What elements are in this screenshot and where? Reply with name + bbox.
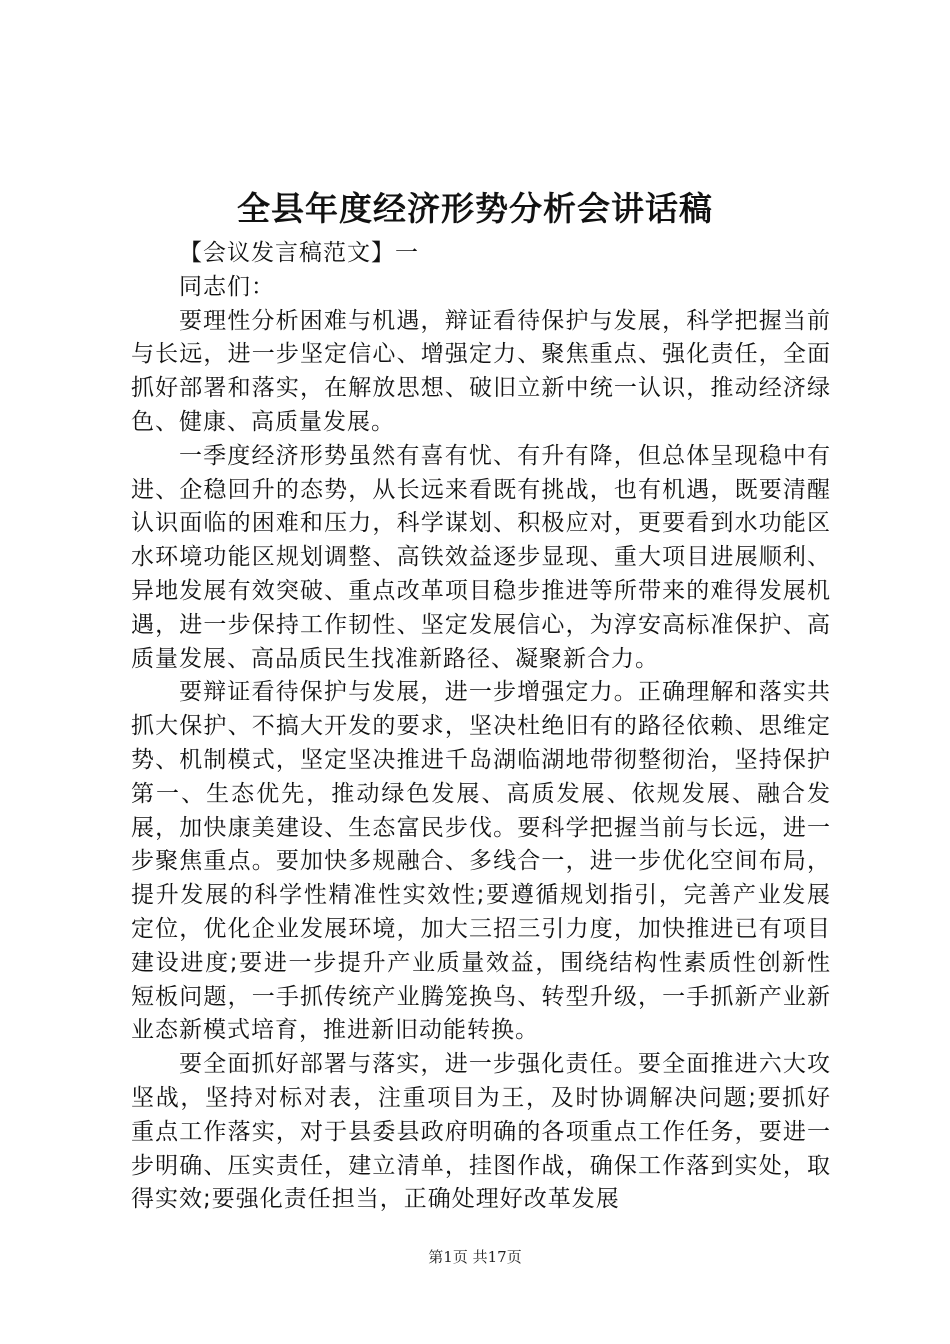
page-footer: 第1页 共17页 xyxy=(428,1248,522,1266)
paragraph-1: 要理性分析困难与机遇，辩证看待保护与发展，科学把握当前与长远，进一步坚定信心、增强定力、聚焦重点、强化责任，全面抓好部署和落实，在解放思想、破旧立新中统一认识，推动经济绿色、健康、高质量发展。 xyxy=(131,307,831,435)
paragraph-salutation: 同志们： xyxy=(179,273,275,300)
paragraph-3: 要辩证看待保护与发展，进一步增强定力。正确理解和落实共抓大保护、不搞大开发的要求，坚决杜绝旧有的路径依赖、思维定势、机制模式，坚定坚决推进千岛湖临湖地带彻整彻治，坚持保护第一、生态优先，推动绿色发展、高质发展、依规发展、融合发展，加快康美建设、生态富民步伐。要科学把握当前与长远，进一步聚焦重点。要加快多规融合、多线合一，进一步优化空间布局，提升发展的科学性精准性实效性;要遵循规划指引，完善产业发展定位，优化企业发展环境，加大三招三引力度，加快推进已有项目建设进度;要进一步提升产业质量效益，围绕结构性素质性创新性短板问题，一手抓传统产业腾笼换鸟、转型升级，一手抓新产业新业态新模式培育，推进新旧动能转换。 xyxy=(131,679,831,1044)
document-body xyxy=(131,237,831,1217)
paragraph-heading-label: 【会议发言稿范文】一 xyxy=(179,240,419,266)
paragraph-2: 一季度经济形势虽然有喜有忧、有升有降，但总体呈现稳中有进、企稳回升的态势，从长远来看既有挑战，也有机遇，既要清醒认识面临的困难和压力，科学谋划、积极应对，更要看到水功能区水环境功能区规划调整、高铁效益逐步显现、重大项目进展顺利、异地发展有效突破、重点改革项目稳步推进等所带来的难得发展机遇，进一步保持工作韧性、坚定发展信心，为淳安高标准保护、高质量发展、高品质民生找准新路径、凝聚新合力。 xyxy=(131,442,831,672)
document-title: 全县年度经济形势分析会讲话稿 xyxy=(237,189,713,228)
paragraph-4: 要全面抓好部署与落实，进一步强化责任。要全面推进六大攻坚战，坚持对标对表，注重项目为王，及时协调解决问题;要抓好重点工作落实，对于县委县政府明确的各项重点工作任务，要进一步明确、压实责任，建立清单，挂图作战，确保工作落到实处，取得实效;要强化责任担当，正确处理好改革发展 xyxy=(131,1051,831,1213)
